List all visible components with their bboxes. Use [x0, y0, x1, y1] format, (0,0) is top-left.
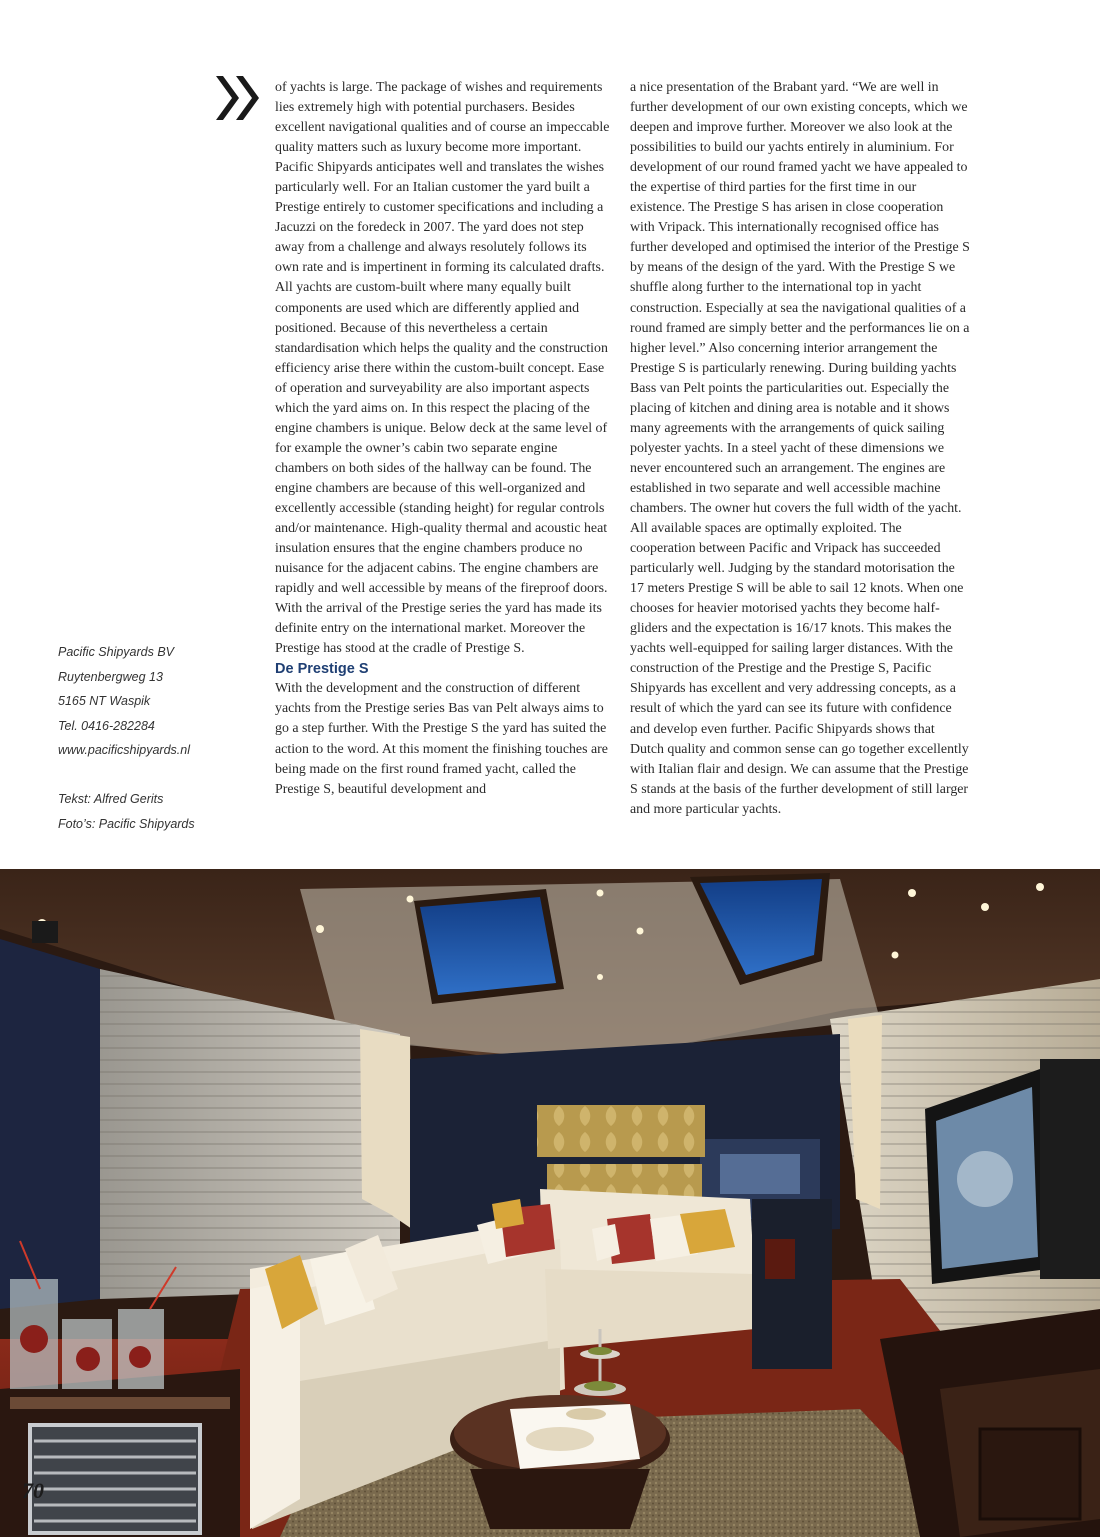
contact-info-box: [58, 640, 248, 836]
section-heading: De Prestige S: [275, 661, 369, 678]
phone-number: Tel. 0416-282284: [58, 718, 155, 733]
photo-credit: Foto’s: Pacific Shipyards: [58, 816, 195, 831]
article-column-1: [275, 78, 613, 800]
article-paragraph: a nice presentation of the Brabant yard. “We are well in further development of our own existing concepts, which we deepen and improve further. Moreover we also look at the possibilities to build our yachts entirely in aluminium. For development of our round framed yacht we have appealed to the expertise of third parties for the first time in our existence. The Prestige S has arisen in close cooperation with Vripack. This internationally recognised office has further developed and optimised the interior of the Prestige S by means of the design of the yard. With the Prestige S we shuffle along further to the international top in yacht construction. Especially at sea the navigational qualities of a round framed are simply better and the performances lie on a higher level.” Also concerning interior arrangement the Prestige S is particularly renewing. During building yachts Bass van Pelt points the particularities out. Especially the placing of kitchen and dining area is notable and it shows many agreements with the arrangements of quick sailing polyester yachts. In a steel yacht of these dimensions we never encountered such an arrangement. The engines are established in two separate and well accessible machine chambers. The owner hut covers the full width of the yacht. All available spaces are optimally exploited. The cooperation between Pacific and Vripack has succeeded particularly well. Judging by the standard motorisation the 17 meters Prestige S will be able to sail 12 knots. When one chooses for heavier motorised yachts they become half-gliders and the expectation is 16/17 knots. This makes the yachts well-equipped for sailing larger distances. With the construction of the Prestige and the Prestige S, Pacific Shipyards has excellent and very addressing concepts, as a result of which the yard can see its future with confidence and develop even further. Pacific Shipyards shows that Dutch quality and common sense can go together excellently with Italian flair and design. We can assume that the Prestige S stands at the basis of the further development of still larger and more particular yachts.: [630, 80, 970, 817]
yacht-interior-photo: [0, 869, 1100, 1537]
spacer: [58, 763, 248, 788]
text-credit: Tekst: Alfred Gerits: [58, 792, 164, 806]
street-address: Ruytenbergweg 13: [58, 669, 163, 684]
continuation-chevron-icon: [214, 72, 264, 124]
article-column-2: [630, 78, 970, 820]
website-link[interactable]: www.pacificshipyards.nl: [58, 743, 190, 757]
company-name: Pacific Shipyards BV: [58, 645, 175, 659]
article-paragraph: With the development and the construction of different yachts from the Prestige series Bas van Pelt always aims to go a step further. With the Prestige S the yard has suited the action to the word. At this moment the finishing touches are being made on the first round framed yacht, called the Prestige S, beautiful development and: [275, 681, 608, 797]
yacht-salon-illustration: [0, 869, 1100, 1537]
city-address: 5165 NT Waspik: [58, 694, 151, 708]
article-paragraph: of yachts is large. The package of wishes and requirements lies extremely high with potential purchasers. Besides excellent navigational qualities and of course an impeccable quality matters such as luxury become more important. Pacific Shipyards anticipates well and translates the wishes particularly well. For an Italian customer the yard built a Prestige entirely to customer specifications and including a Jacuzzi on the foredeck in 2007. The yard does not step away from a challenge and always resolutely follows its own rate and is impertinent in forming its calculated drafts. All yachts are custom-built where many equally built components are used which are differently applied and positioned. Because of this nevertheless a certain standardisation which helps the quality and the construction efficiency arise there within the custom-built concept. Ease of operation and surveyability are also important aspects which the yard aims on. In this respect the placing of the engine chambers is unique. Below deck at the same level of for example the owner’s cabin two separate engine chambers on both sides of the hallway can be found. The engine chambers are because of this well-organized and excellently accessible (standing height) for regular controls and/or maintenance. High-quality thermal and acoustic heat insulation ensures that the engine chambers produce no nuisance for the adjacent cabins. The engine chambers are rapidly and well accessible by means of the fireproof doors. With the arrival of the Prestige series the yard has made its definite entry on the international market. Moreover the Prestige has stood at the cradle of Prestige S.: [275, 80, 610, 657]
page-number: 70: [22, 1478, 44, 1503]
